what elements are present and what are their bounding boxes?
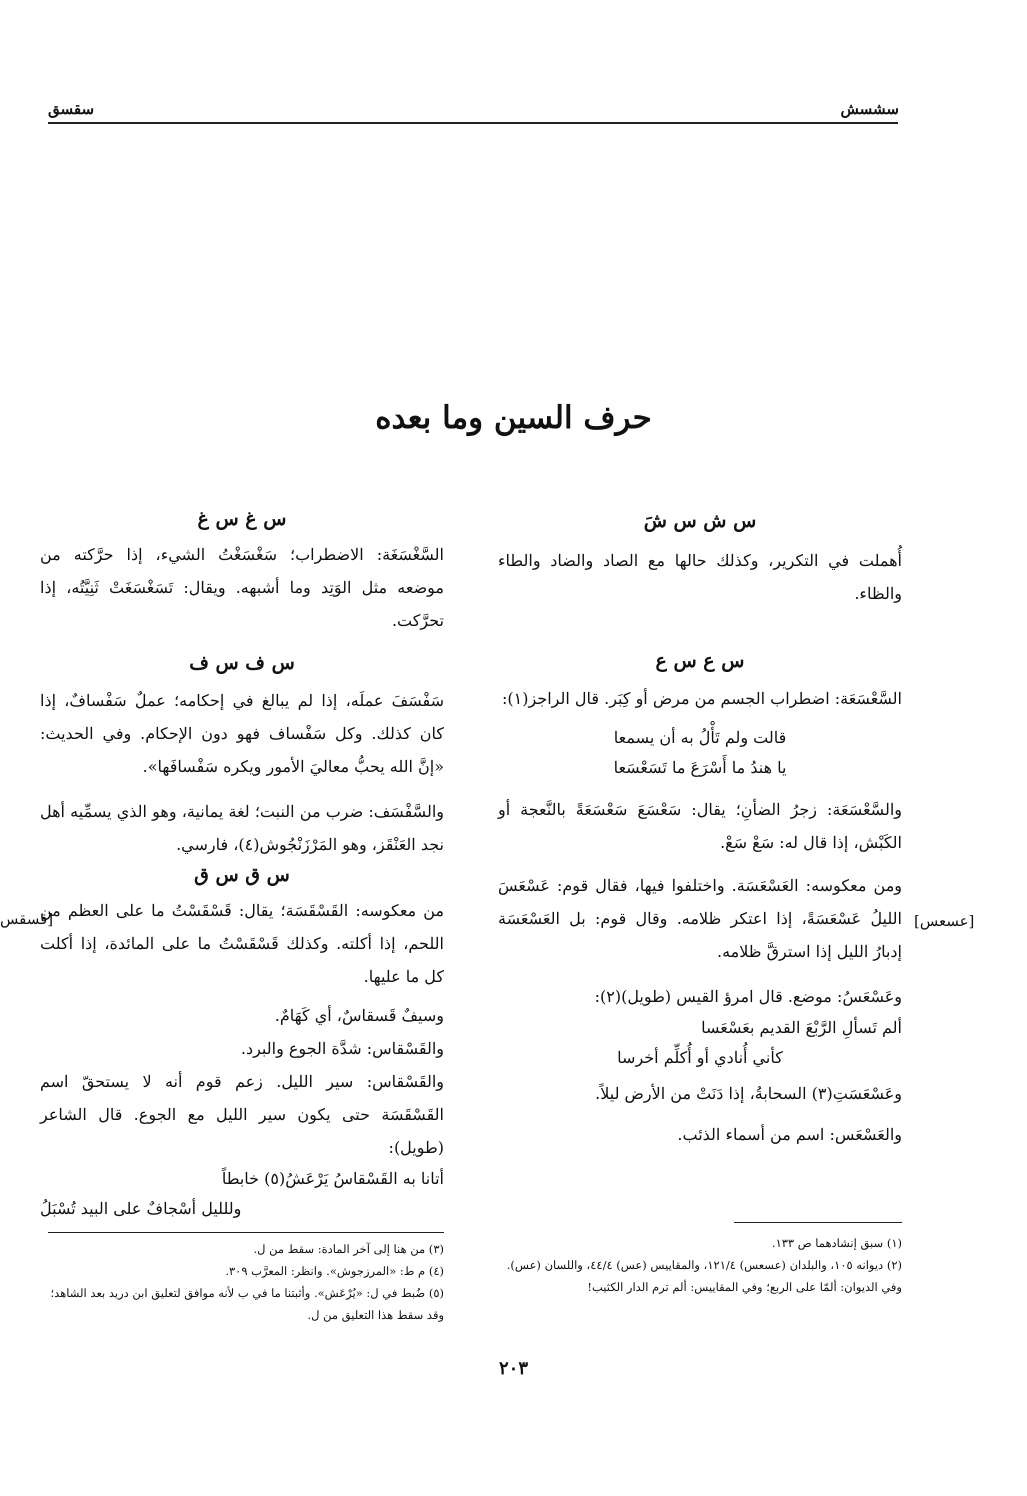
verse-line-2: يا هندُ ما أَسْرَعَ ما تَسَعْسَعا <box>613 758 787 777</box>
left-column-sqsq <box>40 864 444 1224</box>
entry-asas-1: ومن معكوسه: العَسْعَسَة. واختلفوا فيها، فقال قوم: عَسْعَسَ الليلُ عَسْعَسَةً، إذا اعتكر ظلامه. وقال قوم: بل العَسْعَسَة إدبارُ الليل إذا استرقَّ ظلامه. <box>498 876 902 961</box>
footnote-rule-left <box>48 1232 444 1233</box>
footnote-5: (٥) ضُبط في ل: «يُرْعَش». وأثبتنا ما في ب لأنه موافق لتعليق ابن دريد بعد الشاهد؛ وقد سقط هذا التعليق من ل. <box>50 1286 444 1322</box>
entry-saasaa-1: السَّعْسَعَة: اضطراب الجسم من مرض أو كِبَر. قال الراجز(١): <box>502 689 902 708</box>
margin-label-asas: [عسعس] <box>914 912 975 930</box>
entry-qsqs-2: وسيفٌ قَسقاسٌ، أي كَهَامٌ. <box>274 1006 444 1025</box>
entry-sshssh: أُهملت في التكرير، وكذلك حالها مع الصاد والضاد والطاء والظاء. <box>498 551 902 603</box>
entry-sghsgh: السَّغْسَغَة: الاضطراب؛ سَغْسَغْتُ الشيء، إذا حرَّكته من موضعه مثل الوَتِد وما أشبهه. ويقال: تَسَغْسَغَتْ ثَنِيَّتُه، إذا تحرَّكت. <box>40 545 444 630</box>
entry-asas-3: وعَسْعَسَتِ(٣) السحابةُ، إذا دَنَتْ من الأرض ليلاً. <box>595 1084 902 1103</box>
right-column <box>498 510 902 610</box>
section-heading-sasa: س ع س ع <box>655 650 745 672</box>
footnote-1: (١) سبق إنشادهما ص ١٣٣. <box>771 1236 902 1250</box>
footnotes-right <box>498 1232 902 1298</box>
verse-line-4: كأني أُنادي أو أُكلِّم أخرسا <box>617 1048 783 1067</box>
entry-qsqs-4: والقَسْقاس: سير الليل. زعم قوم أنه لا يستحقّ اسم القَسْقَسَة حتى يكون سير الليل مع الجوع. قال الشاعر (طويل): <box>40 1072 444 1157</box>
running-head-right: سشسش <box>840 100 899 118</box>
entry-qsqs-3: والقَسْقاس: شدَّة الجوع والبرد. <box>240 1039 444 1058</box>
section-heading-sfsf: س ف س ف <box>189 652 295 674</box>
footnote-4: (٤) م ط: «المرزجوش». وانظر: المعرَّب ٣٠٩. <box>225 1264 444 1278</box>
entry-sfsf-2: والسَّفْسَف: ضرب من النبت؛ لغة يمانية، وهو الذي يسمِّيه أهل نجد العَنْقَز، وهو المَرْزَنْجُوش(٤)، فارسي. <box>40 802 444 854</box>
right-column-sasa <box>498 650 902 1151</box>
verse-line-3: ألم تَسألِ الرَّبْعَ القديم بعَسْعَسا <box>701 1018 902 1037</box>
footnotes-left <box>40 1238 444 1326</box>
footnote-2: (٢) ديوانه ١٠٥، والبلدان (عسعس) ١٢١/٤، والمقاييس (عس) ٤٤/٤، واللسان (عس). وفي الديوان: ألمّا على الربع؛ وفي المقاييس: ألم ترم الدار الكثيب! <box>506 1258 902 1294</box>
footnote-3: (٣) من هنا إلى آخر المادة: سقط من ل. <box>253 1242 444 1256</box>
margin-label-qsqs: [قسقس <box>0 910 54 928</box>
section-heading-sshssh: س ش س شَ <box>643 510 757 532</box>
entry-asas-2: وعَسْعَسُ: موضع. قال امرؤ القيس (طويل)(٢): <box>594 987 902 1006</box>
entry-saasaa-2: والسَّعْسَعَة: زجرُ الضأنِ؛ يقال: سَعْسَعَ سَعْسَعَةً بالنَّعجة أو الكَبْش، إذا قال له: سَعْ سَعْ. <box>498 800 902 852</box>
page-title: حرف السين وما بعده <box>375 400 652 436</box>
entry-qsqs-1: من معكوسه: القَسْقَسَة؛ يقال: قَسْقَسْتُ ما على العظم من اللحم، إذا أكلته. وكذلك قَسْقَسْتُ ما على المائدة، إذا أكلت كل ما عليها. <box>40 901 444 986</box>
verse-line-6: وللليل أسْجافٌ على البيد تُسْبَلُ <box>40 1199 242 1218</box>
header-rule <box>48 122 898 124</box>
verse-line-1: قالت ولم تَأْلُ به أن يسمعا <box>613 728 787 747</box>
left-column-sfsf <box>40 652 444 861</box>
footnote-rule-right <box>734 1222 902 1223</box>
page-number: ٢٠٣ <box>498 1358 528 1379</box>
section-heading-sghsgh: س غ س غ <box>197 508 287 530</box>
verse-line-5: أتانا به القَسْقاسُ يَرْعَشُ(٥) خابطاً <box>221 1169 444 1188</box>
entry-asas-4: والعَسْعَس: اسم من أسماء الذئب. <box>677 1125 902 1144</box>
entry-sfsf-1: سَفْسَفَ عملَه، إذا لم يبالغ في إحكامه؛ عملٌ سَفْسافٌ، إذا كان كذلك. وكل سَفْساف فهو دون الإحكام. وفي الحديث: «إنَّ الله يحبُّ معاليَ الأمور ويكره سَفْسافَها». <box>40 691 444 776</box>
section-heading-sqsq: س ق س ق <box>194 864 290 886</box>
left-column-sghsgh <box>40 508 444 637</box>
running-head-left: سقسق <box>48 100 95 118</box>
